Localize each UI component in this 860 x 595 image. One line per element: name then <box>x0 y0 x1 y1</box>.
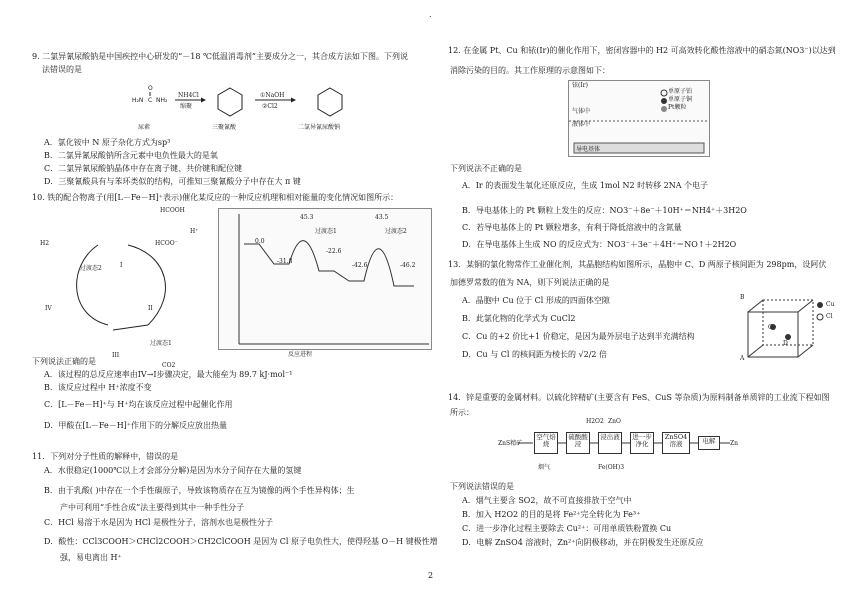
q10-energy-xlabel: 反应进程 <box>288 351 313 358</box>
q13-option-c: C．Cu 的+2 价比+1 价稳定，是因为最外层电子达到半充满结构 <box>462 332 695 341</box>
q10-cycle-hcooh: HCOOH <box>160 207 185 214</box>
q14-flow-znso4: ZnSO4溶液 <box>662 432 690 454</box>
q12-fig-legend-cu: 单原子铜 <box>668 96 693 103</box>
q13-stem-cont: 加德罗常数的值为 NA，则下列说法正确的是 <box>450 278 610 287</box>
q13-unit-cell <box>738 292 838 367</box>
q9-reagent-cl2: ②Cl2 <box>262 103 278 110</box>
q9-reagent-naoh: ①NaOH <box>260 92 285 99</box>
q14-option-d: D．电解 ZnSO4 溶液时，Zn²⁺向阴极移动，并在阴极发生还原反应 <box>462 538 704 547</box>
q10-catalytic-cycle <box>38 205 213 355</box>
q10-energy-v5: 43.5 <box>375 214 389 221</box>
q12-fig-substrate: 导电基体 <box>576 146 601 153</box>
q10-cycle-co2: CO2 <box>162 362 176 369</box>
q12-stem-cont: 消除污染的目的。其工作原理的示意图如下： <box>450 66 610 75</box>
q10-energy-v4: -42.6 <box>352 262 368 269</box>
q10-option-c: C．[L－Fe－H]⁺与 H⁺均在该反应过程中起催化作用 <box>44 400 233 409</box>
q13-corner-c: C <box>768 324 773 331</box>
q9-reagent-condense: 缩聚 <box>180 103 193 110</box>
q9-synthesis-scheme <box>130 80 380 135</box>
q12-fig-legend-ptp: Pt颗粒 <box>668 104 687 111</box>
q12-fig-ir: 铱(Ir) <box>572 82 588 89</box>
q9-label-product: 二氯异氰尿酸钠 <box>298 124 341 131</box>
q12-fig-legend-pt: 单原子铂 <box>668 88 693 95</box>
svg-text:NH₂: NH₂ <box>156 97 168 104</box>
q11-option-c: C．HCl 易溶于水是因为 HCl 是极性分子，溶剂水也是极性分子 <box>44 518 274 527</box>
q13-corner-d: D <box>783 340 788 347</box>
q14-question: 下列说法错误的是 <box>450 482 514 491</box>
svg-text:O: O <box>148 85 153 92</box>
q14-flow-purify: 进一步净化 <box>630 432 654 454</box>
q10-option-b: B．该反应过程中 H⁺浓度不变 <box>44 383 152 392</box>
q11-stem: 11．下列对分子性质的解释中，错误的是 <box>32 452 179 461</box>
q13-option-b: B．此氯化物的化学式为 CuCl2 <box>462 314 576 323</box>
q14-flow-zn: Zn <box>730 440 739 447</box>
q9-label-cyanuric: 三聚氰酸 <box>212 124 237 131</box>
q12-stem: 12. 在金属 Pt、Cu 和铱(Ir)的催化作用下，密闭容器中的 H2 可高效转化酸性溶液中的硝态氮(NO3⁻)以达到 <box>448 46 836 55</box>
q10-energy-v3: -22.6 <box>326 248 342 255</box>
q9-stem-cont: 法错误的是 <box>42 65 82 74</box>
q9-option-c: C．二氯异氰尿酸钠晶体中存在离子键、共价键和配位键 <box>44 164 243 173</box>
q12-option-d: D．在导电基体上生成 NO 的反应式为：NO3⁻＋3e⁻＋4H⁺＝NO↑＋2H2O <box>462 240 737 249</box>
svg-text:C: C <box>148 97 153 104</box>
q13-corner-b: B <box>740 294 745 301</box>
q13-option-a: A．晶胞中 Cu 位于 Cl 形成的四面体空隙 <box>462 296 610 305</box>
q11-option-d: D．酸性：CCl3COOH＞CHCl2COOH＞CH2ClCOOH 是因为 Cl 原子电负性大，使得羟基 O－H 键极性增 <box>44 537 438 546</box>
q13-legend-cu: Cu <box>826 301 835 308</box>
q10-question: 下列说法正确的是 <box>32 357 96 366</box>
q10-energy-v1: -31.8 <box>277 258 293 265</box>
q10-stem: 10. 铁的配合物离子(用[L－Fe－H]⁺表示)催化某反应的一种反应机理和相对能量的变化情况如图所示： <box>32 193 399 202</box>
q11-option-b-cont: 产中可利用“手性合成”法主要得到其中一种手性分子 <box>60 503 245 512</box>
q9-option-b: B．二氯异氰尿酸钠所含元素中电负性最大的是氧 <box>44 151 218 160</box>
q13-corner-a: A <box>740 355 745 362</box>
q12-option-b: B．导电基体上的 Pt 颗粒上发生的反应：NO3⁻＋8e⁻＋10H⁺＝NH4⁺＋3H2O <box>462 206 747 215</box>
q11-option-d-cont: 强，易电离出 H⁺ <box>60 553 122 562</box>
q10-cycle-ii: II <box>148 305 153 312</box>
q10-option-d: D．甲酸在[L－Fe－H]⁺作用下的分解反应放出热量 <box>44 421 228 430</box>
q9-reagent-nh4cl: NH4Cl <box>178 92 199 99</box>
q10-energy-ts2: 过渡态2 <box>385 228 407 235</box>
q14-flow-arrows <box>518 440 733 446</box>
q10-energy-v2: 45.3 <box>300 214 314 221</box>
q10-cycle-ts1: 过渡态1 <box>150 340 172 347</box>
header-dot: . <box>429 10 432 19</box>
q12-question: 下列说法不正确的是 <box>450 164 522 173</box>
q12-fig-liquid: 液体中 <box>572 121 591 128</box>
q10-cycle-h2: H2 <box>40 240 50 247</box>
q9-label-urea: 尿素 <box>138 124 151 131</box>
svg-text:H₂N: H₂N <box>132 97 144 104</box>
q10-energy-v0: 0.0 <box>255 238 265 245</box>
q14-stem-cont: 所示： <box>450 408 474 417</box>
q14-flow-feoh3: Fe(OH)3 <box>598 464 625 471</box>
q14-option-a: A．烟气主要含 SO2，故不可直接排放于空气中 <box>462 496 632 505</box>
q12-option-a: A．Ir 的表面发生氧化还原反应，生成 1mol N2 时转移 2NA 个电子 <box>462 181 709 190</box>
q10-cycle-iv: IV <box>45 305 52 312</box>
q14-flow-leach: 硫酸酸浸 <box>566 432 590 454</box>
q14-flow-electrolysis: 电解 <box>698 436 720 450</box>
q10-cycle-i: I <box>120 262 123 269</box>
q14-flow-h2o2: H2O2 <box>586 418 604 425</box>
q14-option-c: C．进一步净化过程主要除去 Cu²⁺：可用单质铁粉置换 Cu <box>462 524 672 533</box>
q9-option-d: D．三聚氰酸具有与苯环类似的结构，可推知三聚氰酸分子中存在大 π 键 <box>44 177 301 186</box>
q9-stem: 9. 二氯异氰尿酸钠是中国疾控中心研发的“－18 ℃低温消毒剂”主要成分之一，其合成方法如下图。下列说 <box>32 52 409 61</box>
q10-energy-v6: -46.2 <box>400 262 416 269</box>
q14-stem: 14．锌是重要的金属材料。以硫化锌精矿(主要含有 FeS、CuS 等杂质)为原料制备单质锌的工业流下程如图 <box>448 393 830 402</box>
page-number: 2 <box>428 571 434 580</box>
q10-cycle-h-plus: H⁺ <box>190 228 199 235</box>
q11-option-a: A．水很稳定(1000℃以上才会部分分解)是因为水分子间存在大量的氢键 <box>44 466 302 475</box>
q12-fig-gas: 气体中 <box>572 108 591 115</box>
q13-option-d: D．Cu 与 Cl 的核间距为棱长的 √2/2 倍 <box>462 350 608 359</box>
q12-option-c: C．若导电基体上的 Pt 颗粒增多，有利于降低溶液中的含氮量 <box>462 223 682 232</box>
q14-option-b: B．加入 H2O2 的目的是将 Fe²⁺完全转化为 Fe³⁺ <box>462 510 641 519</box>
q9-option-a: A．氯化铵中 N 原子杂化方式为sp³ <box>44 138 171 147</box>
q14-flow-zno: ZnO <box>608 418 621 425</box>
q10-cycle-ts2: 过渡态2 <box>80 265 102 272</box>
q13-stem: 13．某铜的氯化物常作工业催化剂，其晶胞结构如图所示，晶胞中 C、D 两原子核间距为 298pm，设阿伏 <box>448 260 827 269</box>
q14-flow-leachate: 浸出液 <box>598 432 622 454</box>
q14-flow-roast: 空气焙烧 <box>534 432 558 454</box>
q14-flow-fumes: 烟气 <box>538 464 551 471</box>
q14-flow-ore: ZnS精矿 <box>498 440 523 447</box>
q11-option-b: B．由于乳酸( )中存在一个手性碳原子，导致该物质存在互为镜像的两个手性异构体；生 <box>44 486 355 495</box>
q10-cycle-iii: III <box>112 352 120 359</box>
q13-legend-cl: Cl <box>826 313 833 320</box>
q10-energy-ts1: 过渡态1 <box>315 228 337 235</box>
q10-option-a: A．该过程的总反应速率由IV→I步骤决定，最大能垒为 89.7 kJ·mol⁻¹ <box>44 370 293 379</box>
q10-cycle-hcoo: HCOO⁻ <box>155 240 178 247</box>
